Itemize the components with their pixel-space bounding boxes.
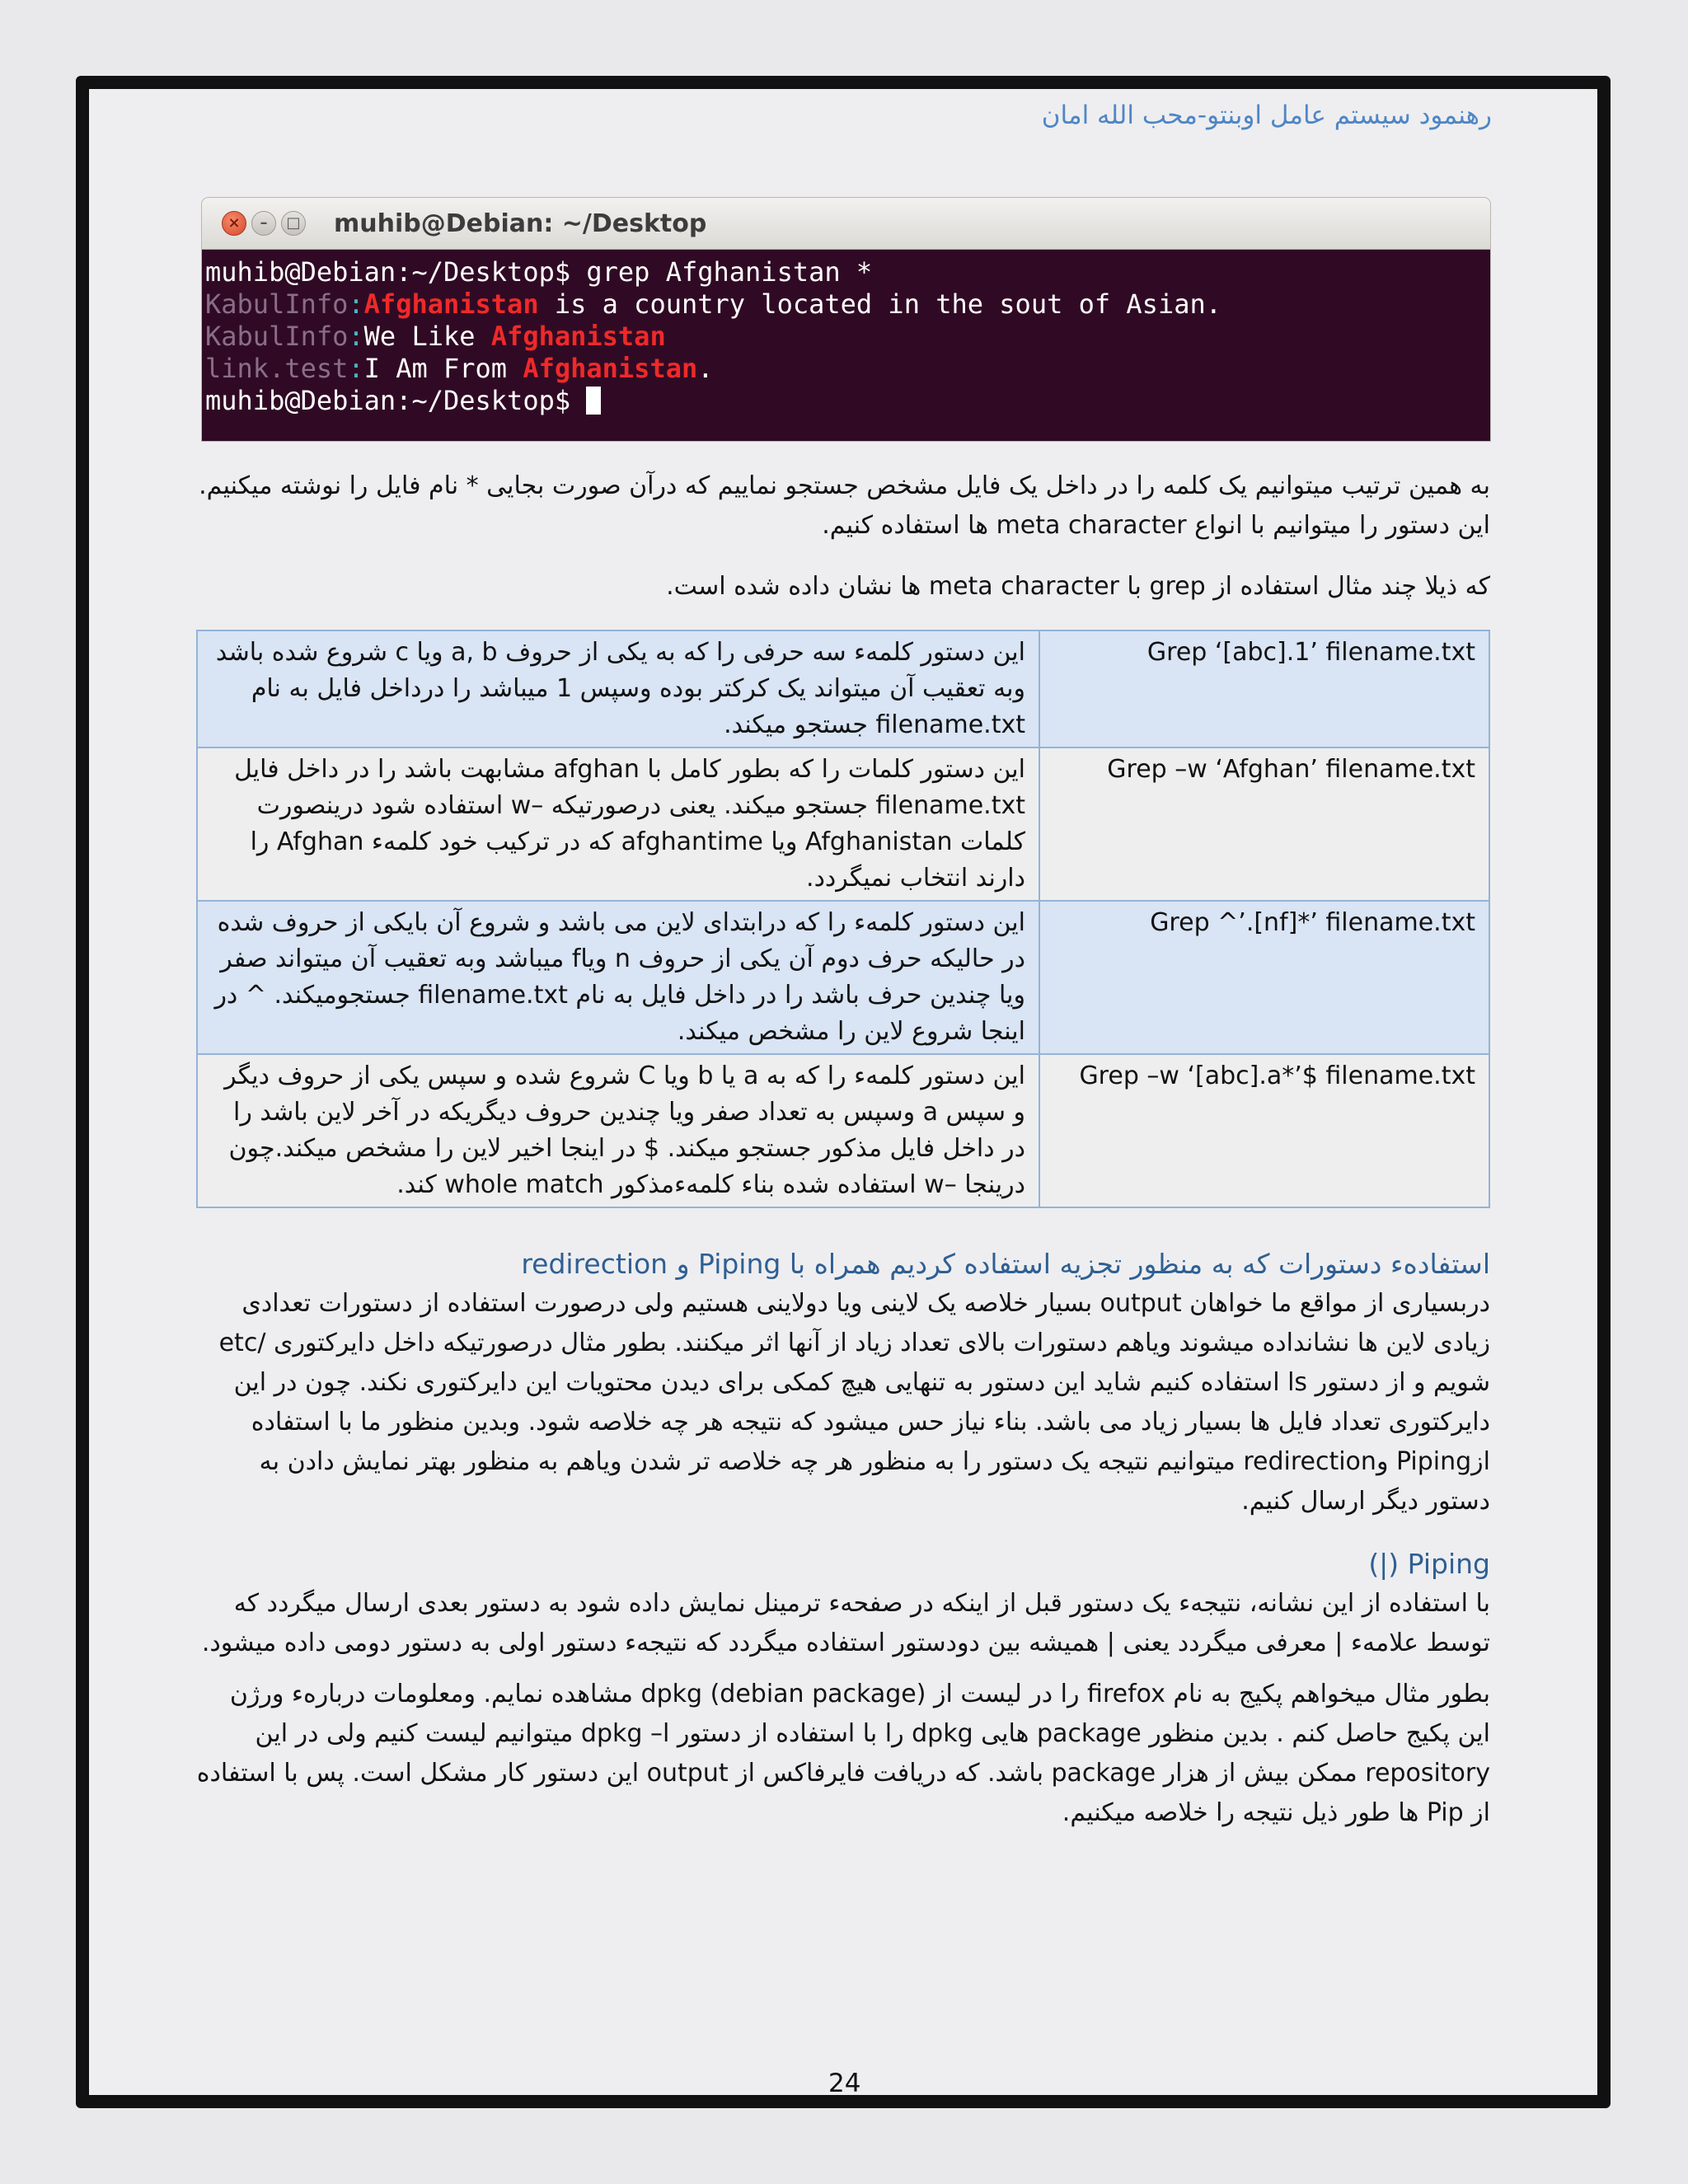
maximize-icon[interactable]: □	[281, 211, 306, 236]
result-match: Afghanistan	[523, 353, 698, 384]
section-body: با استفاده از این نشانه، نتیجهء یک دستور قبل از اینکه در صفحهء ترمینل نمایش داده شود به دستور بعدی ارسال میگردد که توسط علامهء | معرفی میگردد یعنی | همیشه بین دودستور استفاده میگردد که نتیجهء دستور اولی به دستور دومی داده میشود.	[201, 1589, 1490, 1657]
table-cell-command: Grep ^’.[nf]*’ filename.txt	[1039, 901, 1489, 1054]
terminal-prompt-line: muhib@Debian:~/Desktop$	[205, 385, 587, 416]
result-separator: :	[348, 321, 364, 352]
result-separator: :	[348, 353, 364, 384]
intro-line: این دستور را میتوانیم با انواع meta character ها استفاده کنیم.	[822, 511, 1490, 540]
section-heading: Piping (|)	[1368, 1548, 1490, 1580]
minimize-icon[interactable]: –	[251, 211, 276, 236]
section-piping-redirection	[196, 1244, 1490, 1521]
table-row	[197, 1054, 1489, 1207]
table-cell-command: Grep –w ‘[abc].a*’$ filename.txt	[1039, 1054, 1489, 1207]
table-cell-description: این دستور کلمهء سه حرفی را که به یکی از حروف a, b ویا c شروع شده باشد وبه تعقیب آن میتواند یک کرکتر بوده وسپس 1 میباشد را درداخل فایل به نام filename.txt جستجو میکند.	[197, 630, 1039, 748]
table-cell-command: Grep ‘[abc].1’ filename.txt	[1039, 630, 1489, 748]
close-icon[interactable]: ×	[222, 211, 246, 236]
terminal-output[interactable]	[202, 250, 1490, 441]
result-text: .	[697, 353, 714, 384]
result-match: Afghanistan	[490, 321, 666, 352]
terminal-window	[202, 198, 1490, 441]
section-heading: استفادهء دستورات که به منظور تجزیه استفاده کردیم همراه با Piping و redirection	[521, 1248, 1490, 1280]
page-number: 24	[828, 2069, 861, 2098]
table-row	[197, 630, 1489, 748]
result-text: is a country located in the sout of Asian.	[538, 288, 1221, 320]
section-piping	[196, 1544, 1490, 1833]
running-header: رهنمود سیستم عامل اوبنتو-محب الله امان	[1041, 101, 1492, 130]
table-row	[197, 901, 1489, 1054]
terminal-prompt-line: muhib@Debian:~/Desktop$ grep Afghanistan *	[205, 256, 873, 288]
terminal-cursor	[586, 387, 601, 415]
terminal-titlebar	[202, 198, 1490, 250]
terminal-title: muhib@Debian: ~/Desktop	[334, 209, 707, 238]
result-filename: link.test	[205, 353, 349, 384]
table-cell-command: Grep –w ‘Afghan’ filename.txt	[1039, 748, 1489, 901]
result-filename: KabulInfo	[205, 288, 349, 320]
section-body-2: بطور مثال میخواهم پکیج به نام firefox را در لیست از dpkg (debian package) مشاهده نمایم. ومعلومات دربارهء ورژن این پکیج حاصل کنم . بدین منظور package هایی dpkg را با استفاده از دستور dpkg –l میتوانیم لیست کنیم ولی در این repository ممکن بیش از هزار package باشد. که دریافت فایرفاکس از output این دستور کار مشکل است. پس با استفاده از Pip ها طور ذیل نتیجه را خلاصه میکنیم.	[196, 1680, 1490, 1827]
result-filename: KabulInfo	[205, 321, 349, 352]
table-cell-description: این دستور کلمهء را که درابتدای لاین می باشد و شروع آن بایکی از حروف شده در حالیکه حرف دوم آن یکی از حروف n ویاf میباشد وبه تعقیب آن میتواند صفر ویا چندین حرف باشد را در داخل فایل به نام filename.txt جستجومیکند. ^ در اینجا شروع لاین را مشخص میکند.	[197, 901, 1039, 1054]
intro-paragraph-2: که ذیلا چند مثال استفاده از grep با meta character ها نشان داده شده است.	[666, 572, 1490, 601]
result-match: Afghanistan	[363, 288, 539, 320]
grep-examples-table	[196, 630, 1490, 1208]
intro-line: به همین ترتیب میتوانیم یک کلمه را در داخل یک فایل مشخص جستجو نماییم که درآن صورت بجایی * نام فایل را نوشته میکنیم.	[199, 471, 1490, 500]
table-cell-description: این دستور کلمات را که بطور کامل با afghan مشابهت باشد را در داخل فایل filename.txt جستجو میکند. یعنی درصورتیکه –w استفاده شود درینصورت کلمات Afghanistan ویا afghantime که در ترکیب خود کلمهء Afghan را دارند انتخاب نمیگردد.	[197, 748, 1039, 901]
result-separator: :	[348, 288, 364, 320]
section-body: دربسیاری از مواقع ما خواهان output بسیار خلاصه یک لاینی ویا دولاینی هستیم ولی درصورت استفاده از دستورات تعدادی زیادی لاین ها نشانداده میشوند ویاهم دستورات بالای تعداد زیاد از آنها اثر میکنند. بطور مثال درصورتیکه داخل دایرکتوری /etc شویم و از دستور ls استفاده کنیم شاید این دستور به تنهایی هیچ کمکی برای دیدن محتویات این دایرکتوری نکند. چون در این دایرکتوری تعداد فایل ها بسیار زیاد می باشد. بناء نیاز حس میشود که نتیجه هر چه خلاصه شود. وبدین منظور ما با استفاده ازPiping وredirection میتوانیم نتیجه یک دستور را به منظور هر چه خلاصه تر شدن ویاهم به منظور بهتر نمایش دادن به دستور دیگر ارسال کنیم.	[218, 1289, 1490, 1516]
intro-paragraph	[196, 466, 1490, 546]
table-row	[197, 748, 1489, 901]
result-text: I Am From	[363, 353, 523, 384]
result-text: We Like	[363, 321, 491, 352]
table-cell-description: این دستور کلمهء را که به a یا b ویا C شروع شده و سپس یکی از حروف دیگر و سپس a وسپس به تعداد صفر ویا چندین حروف دیگریکه در آخر لاین باشد را در داخل فایل مذکور جستجو میکند. $ در اینجا اخیر لاین را مشخص میکند.چون درینجا –w استفاده شده بناء کلمهءمذکور whole match کند.	[197, 1054, 1039, 1207]
